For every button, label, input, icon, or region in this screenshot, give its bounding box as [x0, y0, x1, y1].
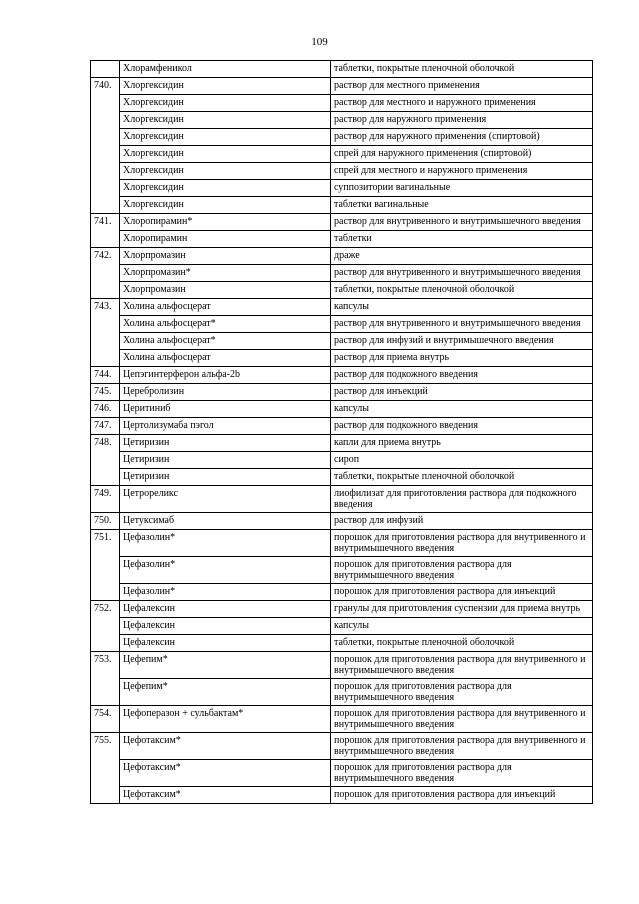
drug-name-cell: Цетиризин	[120, 452, 331, 469]
dosage-form-cell: таблетки, покрытые пленочной оболочкой	[331, 635, 593, 652]
table-row	[91, 163, 593, 180]
drug-name-cell: Цефалексин	[120, 601, 331, 618]
table-row	[91, 513, 593, 530]
table-row	[91, 146, 593, 163]
row-number-cell: 740.	[91, 78, 120, 214]
table-row	[91, 231, 593, 248]
dosage-form-cell: порошок для приготовления раствора для инъекций	[331, 584, 593, 601]
dosage-form-cell: капсулы	[331, 401, 593, 418]
table-row	[91, 706, 593, 733]
table-row	[91, 435, 593, 452]
drug-name-cell: Хлоргексидин	[120, 95, 331, 112]
dosage-form-cell: капсулы	[331, 299, 593, 316]
drug-name-cell: Цефотаксим*	[120, 787, 331, 804]
drug-name-cell: Хлоргексидин	[120, 112, 331, 129]
table-row	[91, 129, 593, 146]
table-row	[91, 384, 593, 401]
drug-name-cell: Хлоргексидин	[120, 146, 331, 163]
drug-name-cell: Хлорпромазин	[120, 282, 331, 299]
table-row	[91, 601, 593, 618]
table-row	[91, 486, 593, 513]
row-number-cell: 754.	[91, 706, 120, 733]
dosage-form-cell: раствор для наружного применения (спиртовой)	[331, 129, 593, 146]
row-number-cell: 750.	[91, 513, 120, 530]
drug-name-cell: Хлорпромазин	[120, 248, 331, 265]
drug-name-cell: Цефалексин	[120, 635, 331, 652]
row-number-cell: 746.	[91, 401, 120, 418]
drug-name-cell: Цефазолин*	[120, 530, 331, 557]
dosage-form-cell: спрей для местного и наружного применения	[331, 163, 593, 180]
table-row	[91, 282, 593, 299]
row-number-cell: 744.	[91, 367, 120, 384]
table-row	[91, 299, 593, 316]
table-row	[91, 652, 593, 679]
drug-name-cell: Цертолизумаба пэгол	[120, 418, 331, 435]
dosage-form-cell: раствор для внутривенного и внутримышечного введения	[331, 265, 593, 282]
dosage-form-cell: порошок для приготовления раствора для внутривенного и внутримышечного введения	[331, 706, 593, 733]
dosage-form-cell: порошок для приготовления раствора для внутримышечного введения	[331, 679, 593, 706]
table-row	[91, 214, 593, 231]
drug-name-cell: Цефотаксим*	[120, 733, 331, 760]
drug-name-cell: Цефотаксим*	[120, 760, 331, 787]
drug-name-cell: Холина альфосцерат	[120, 350, 331, 367]
dosage-form-cell: раствор для инъекций	[331, 384, 593, 401]
dosage-form-cell: порошок для приготовления раствора для внутримышечного введения	[331, 760, 593, 787]
dosage-form-cell: порошок для приготовления раствора для внутривенного и внутримышечного введения	[331, 652, 593, 679]
drug-name-cell: Цефалексин	[120, 618, 331, 635]
drug-name-cell: Цетрореликс	[120, 486, 331, 513]
table-row	[91, 418, 593, 435]
drug-name-cell: Хлоргексидин	[120, 180, 331, 197]
row-number-cell	[91, 61, 120, 78]
drug-name-cell: Хлоропирамин	[120, 231, 331, 248]
dosage-form-cell: гранулы для приготовления суспензии для приема внутрь	[331, 601, 593, 618]
drug-name-cell: Цетуксимаб	[120, 513, 331, 530]
table-row	[91, 452, 593, 469]
dosage-form-cell: таблетки, покрытые пленочной оболочкой	[331, 61, 593, 78]
table-row	[91, 367, 593, 384]
table-row	[91, 61, 593, 78]
dosage-form-cell: раствор для местного и наружного применения	[331, 95, 593, 112]
dosage-form-cell: таблетки, покрытые пленочной оболочкой	[331, 282, 593, 299]
table-row	[91, 333, 593, 350]
drug-name-cell: Цетиризин	[120, 435, 331, 452]
dosage-form-cell: раствор для внутривенного и внутримышечного введения	[331, 214, 593, 231]
table-row	[91, 180, 593, 197]
drug-name-cell: Хлоргексидин	[120, 129, 331, 146]
table-row	[91, 760, 593, 787]
dosage-form-cell: драже	[331, 248, 593, 265]
dosage-form-cell: раствор для приема внутрь	[331, 350, 593, 367]
drug-name-cell: Хлоргексидин	[120, 197, 331, 214]
drug-name-cell: Хлоргексидин	[120, 163, 331, 180]
drug-name-cell: Хлорамфеникол	[120, 61, 331, 78]
drug-name-cell: Хлоргексидин	[120, 78, 331, 95]
drug-name-cell: Цефазолин*	[120, 584, 331, 601]
table-row	[91, 78, 593, 95]
dosage-form-cell: порошок для приготовления раствора для внутривенного и внутримышечного введения	[331, 530, 593, 557]
table-row	[91, 733, 593, 760]
table-row	[91, 679, 593, 706]
table-row	[91, 350, 593, 367]
table-row	[91, 469, 593, 486]
table-row	[91, 401, 593, 418]
drug-table	[90, 60, 593, 804]
drug-name-cell: Хлорпромазин*	[120, 265, 331, 282]
dosage-form-cell: капли для приема внутрь	[331, 435, 593, 452]
table-row	[91, 635, 593, 652]
drug-name-cell: Цефепим*	[120, 652, 331, 679]
drug-name-cell: Холина альфосцерат*	[120, 333, 331, 350]
dosage-form-cell: капсулы	[331, 618, 593, 635]
table-row	[91, 584, 593, 601]
drug-name-cell: Холина альфосцерат*	[120, 316, 331, 333]
dosage-form-cell: порошок для приготовления раствора для внутримышечного введения	[331, 557, 593, 584]
drug-name-cell: Цетиризин	[120, 469, 331, 486]
row-number-cell: 741.	[91, 214, 120, 248]
row-number-cell: 751.	[91, 530, 120, 601]
table-row	[91, 265, 593, 282]
dosage-form-cell: сироп	[331, 452, 593, 469]
dosage-form-cell: раствор для наружного применения	[331, 112, 593, 129]
dosage-form-cell: раствор для местного применения	[331, 78, 593, 95]
table-row	[91, 787, 593, 804]
dosage-form-cell: порошок для приготовления раствора для внутривенного и внутримышечного введения	[331, 733, 593, 760]
dosage-form-cell: раствор для подкожного введения	[331, 367, 593, 384]
dosage-form-cell: суппозитории вагинальные	[331, 180, 593, 197]
dosage-form-cell: раствор для инфузий	[331, 513, 593, 530]
dosage-form-cell: раствор для внутривенного и внутримышечного введения	[331, 316, 593, 333]
dosage-form-cell: порошок для приготовления раствора для инъекций	[331, 787, 593, 804]
row-number-cell: 749.	[91, 486, 120, 513]
row-number-cell: 748.	[91, 435, 120, 486]
drug-table-body	[91, 61, 593, 804]
row-number-cell: 743.	[91, 299, 120, 367]
table-row	[91, 95, 593, 112]
drug-name-cell: Холина альфосцерат	[120, 299, 331, 316]
dosage-form-cell: таблетки, покрытые пленочной оболочкой	[331, 469, 593, 486]
drug-name-cell: Церебролизин	[120, 384, 331, 401]
table-row	[91, 530, 593, 557]
dosage-form-cell: раствор для инфузий и внутримышечного введения	[331, 333, 593, 350]
drug-name-cell: Цефазолин*	[120, 557, 331, 584]
table-row	[91, 112, 593, 129]
table-row	[91, 557, 593, 584]
table-row	[91, 197, 593, 214]
dosage-form-cell: лиофилизат для приготовления раствора для подкожного введения	[331, 486, 593, 513]
row-number-cell: 752.	[91, 601, 120, 652]
row-number-cell: 755.	[91, 733, 120, 804]
row-number-cell: 745.	[91, 384, 120, 401]
dosage-form-cell: таблетки вагинальные	[331, 197, 593, 214]
dosage-form-cell: раствор для подкожного введения	[331, 418, 593, 435]
drug-name-cell: Цефепим*	[120, 679, 331, 706]
table-row	[91, 316, 593, 333]
dosage-form-cell: таблетки	[331, 231, 593, 248]
row-number-cell: 742.	[91, 248, 120, 299]
row-number-cell: 747.	[91, 418, 120, 435]
row-number-cell: 753.	[91, 652, 120, 706]
drug-name-cell: Церитиниб	[120, 401, 331, 418]
page-number: 109	[311, 36, 328, 48]
drug-name-cell: Хлоропирамин*	[120, 214, 331, 231]
dosage-form-cell: спрей для наружного применения (спиртовой)	[331, 146, 593, 163]
table-row	[91, 618, 593, 635]
drug-name-cell: Цефоперазон + сульбактам*	[120, 706, 331, 733]
table-row	[91, 248, 593, 265]
drug-name-cell: Цепэгинтерферон альфа-2b	[120, 367, 331, 384]
